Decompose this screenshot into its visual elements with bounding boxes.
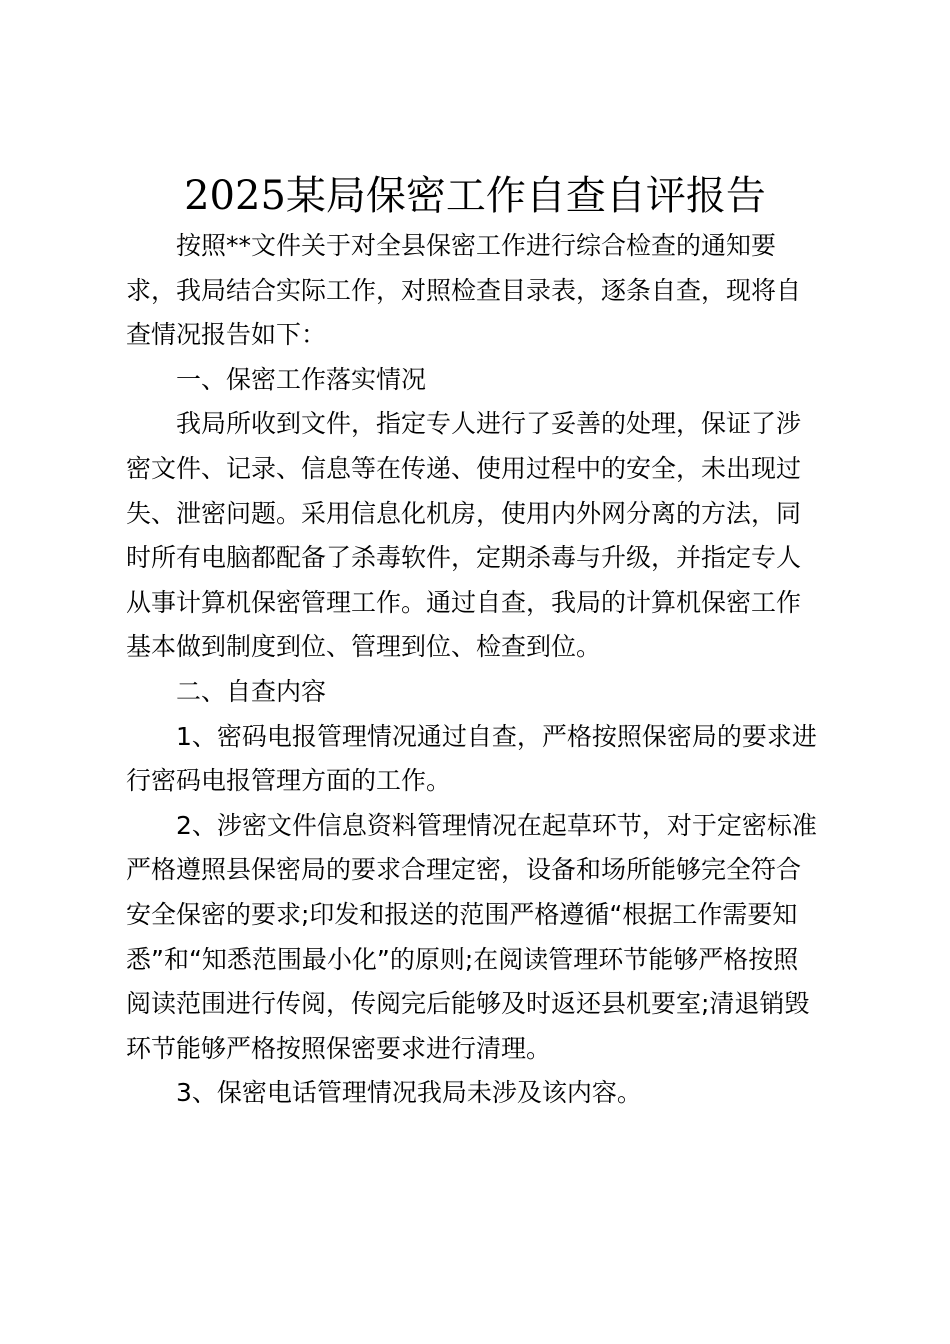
text-line: 环节能够严格按照保密要求进行清理。 bbox=[126, 1033, 552, 1063]
text-line: 安全保密的要求;印发和报送的范围严格遵循“根据工作需要知 bbox=[126, 899, 798, 929]
section-heading-2 bbox=[126, 670, 826, 715]
section-heading-1 bbox=[126, 358, 826, 403]
paragraph-intro bbox=[126, 224, 826, 358]
text-line: 从事计算机保密管理工作。通过自查，我局的计算机保密工作 bbox=[126, 587, 802, 617]
paragraph-item-1 bbox=[126, 715, 826, 804]
text-line: 按照**文件关于对全县保密工作进行综合检查的通知要 bbox=[176, 231, 777, 260]
text-line: 时所有电脑都配备了杀毒软件，定期杀毒与升级，并指定专人 bbox=[126, 543, 802, 573]
text-line: 基本做到制度到位、管理到位、检查到位。 bbox=[126, 632, 602, 662]
paragraph-section-1 bbox=[126, 402, 826, 670]
text-line: 1、密码电报管理情况通过自查，严格按照保密局的要求进 bbox=[176, 721, 817, 751]
text-line: 一、保密工作落实情况 bbox=[176, 364, 427, 394]
text-line: 行密码电报管理方面的工作。 bbox=[126, 766, 452, 796]
text-line: 失、泄密问题。采用信息化机房，使用内外网分离的方法，同 bbox=[126, 498, 802, 528]
text-line: 我局所收到文件，指定专人进行了妥善的处理，保证了涉 bbox=[176, 409, 802, 439]
document-body bbox=[126, 224, 826, 1116]
text-line: 密文件、记录、信息等在传递、使用过程中的安全，未出现过 bbox=[126, 453, 802, 483]
text-line: 求，我局结合实际工作，对照检查目录表，逐条自查，现将自 bbox=[126, 275, 802, 305]
text-line: 悉”和“知悉范围最小化”的原则;在阅读管理环节能够严格按照 bbox=[126, 944, 799, 974]
text-line: 阅读范围进行传阅，传阅完后能够及时返还县机要室;清退销毁 bbox=[126, 989, 810, 1019]
text-line: 2、涉密文件信息资料管理情况在起草环节，对于定密标准 bbox=[176, 810, 817, 840]
text-line: 3、保密电话管理情况我局未涉及该内容。 bbox=[176, 1078, 642, 1108]
document-title: 2025某局保密工作自查自评报告 bbox=[184, 173, 766, 219]
text-line: 二、自查内容 bbox=[176, 676, 327, 706]
text-line: 查情况报告如下： bbox=[126, 320, 327, 350]
paragraph-item-2 bbox=[126, 804, 826, 1072]
paragraph-item-3 bbox=[126, 1071, 826, 1116]
text-line: 严格遵照县保密局的要求合理定密，设备和场所能够完全符合 bbox=[126, 855, 802, 885]
